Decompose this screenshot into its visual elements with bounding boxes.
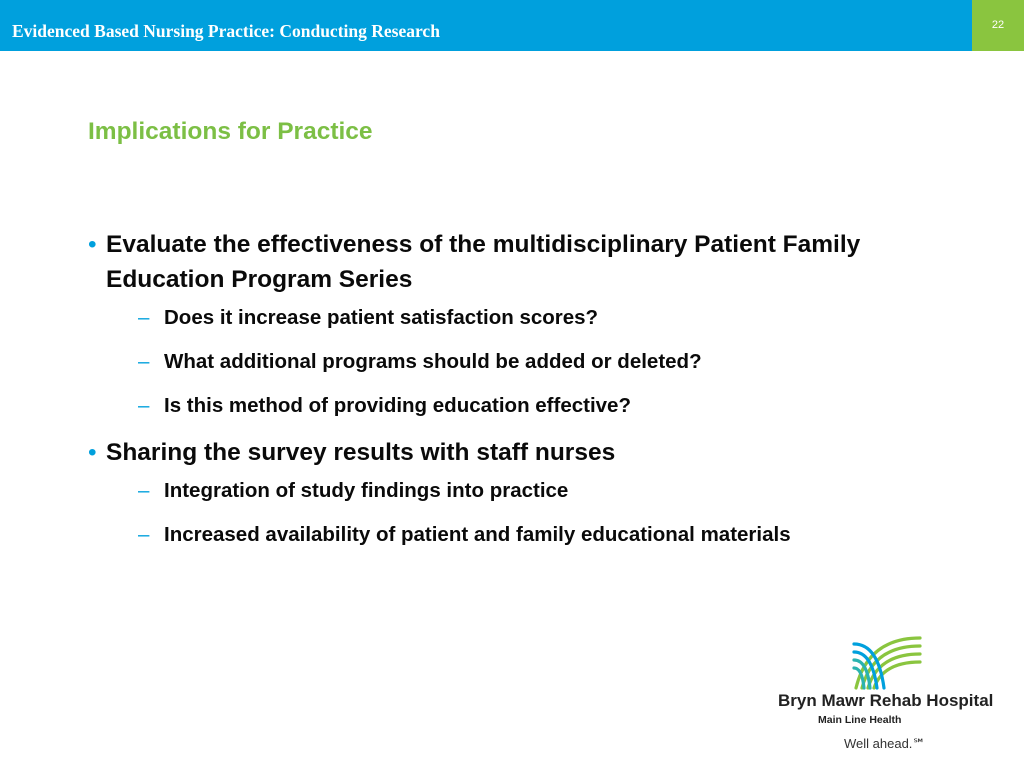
page-number-box bbox=[972, 0, 1024, 51]
bullet-icon: • bbox=[88, 439, 97, 466]
dash-icon: – bbox=[138, 394, 150, 417]
sub-item-text: Does it increase patient satisfaction scores? bbox=[164, 306, 599, 329]
sub-item-text: What additional programs should be added or deleted? bbox=[164, 350, 702, 373]
hospital-network: Main Line Health bbox=[818, 714, 902, 726]
bullet-item bbox=[88, 435, 908, 470]
arcs-logo-icon bbox=[770, 632, 1010, 692]
sub-item-text: Is this method of providing education effective? bbox=[164, 394, 631, 417]
bullet-icon: • bbox=[88, 231, 97, 258]
dash-icon: – bbox=[138, 479, 150, 502]
bullet-text: Evaluate the effectiveness of the multidisciplinary Patient Family Education Program Series bbox=[106, 231, 861, 293]
header-bar bbox=[0, 0, 972, 51]
hospital-logo bbox=[770, 632, 1010, 762]
sub-item bbox=[88, 391, 908, 421]
slide-title: Implications for Practice bbox=[88, 118, 373, 145]
dash-icon: – bbox=[138, 523, 150, 546]
dash-icon: – bbox=[138, 350, 150, 373]
hospital-tagline: Well ahead.℠ bbox=[844, 736, 926, 751]
sub-item bbox=[88, 520, 908, 550]
sub-item bbox=[88, 476, 908, 506]
sub-item bbox=[88, 303, 908, 333]
bullet-item bbox=[88, 227, 908, 297]
slide-content bbox=[88, 227, 908, 564]
sub-item bbox=[88, 347, 908, 377]
hospital-name: Bryn Mawr Rehab Hospital bbox=[778, 691, 994, 710]
presentation-title: Evidenced Based Nursing Practice: Conducting Research bbox=[12, 21, 440, 41]
page-number: 22 bbox=[991, 19, 1005, 31]
dash-icon: – bbox=[138, 306, 150, 329]
sub-item-text: Integration of study findings into practice bbox=[164, 479, 569, 502]
bullet-text: Sharing the survey results with staff nurses bbox=[106, 439, 616, 466]
sub-item-text: Increased availability of patient and family educational materials bbox=[164, 523, 791, 546]
